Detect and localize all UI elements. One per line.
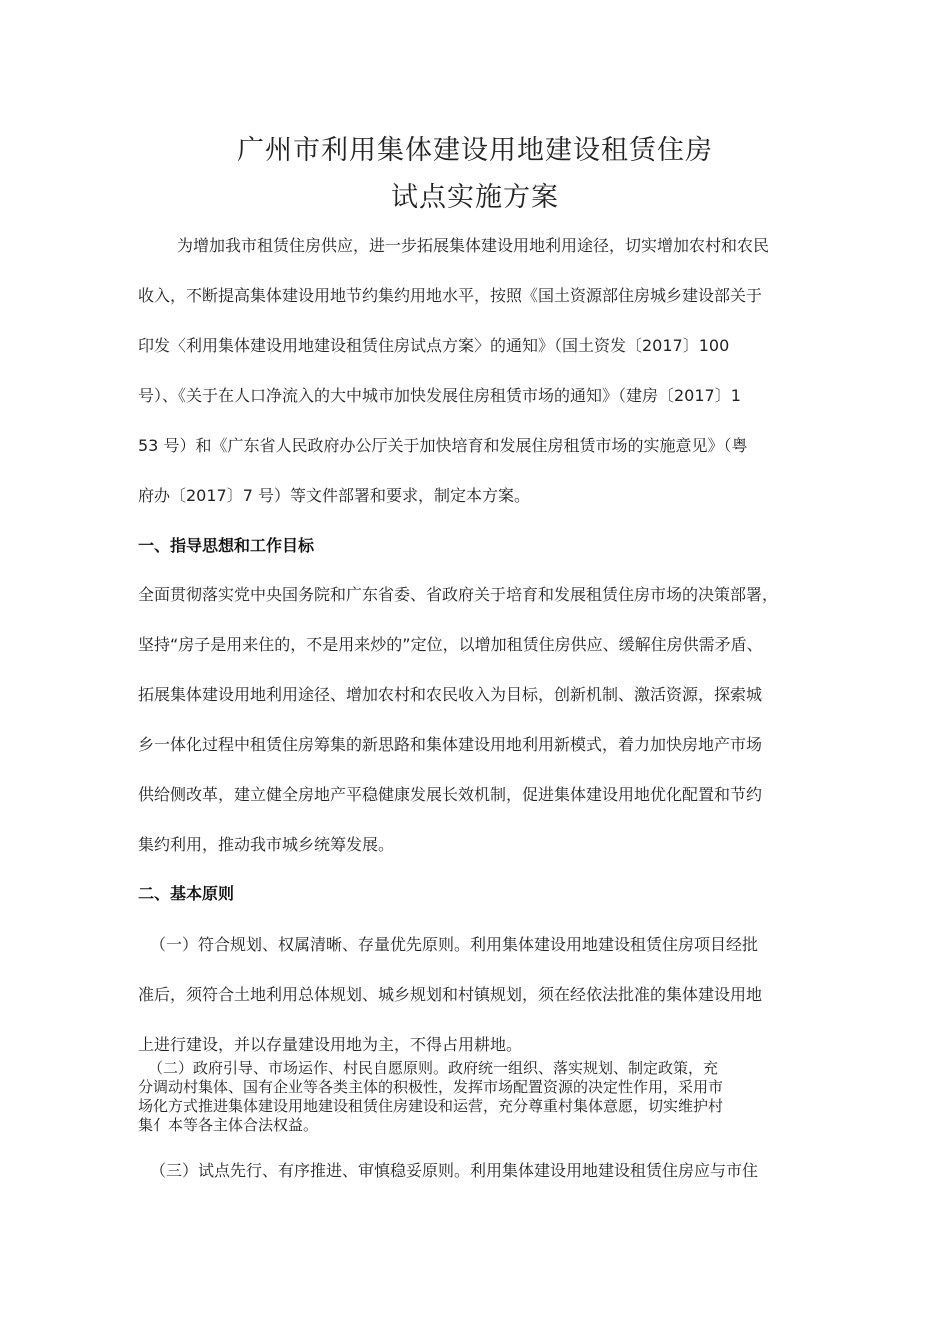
section-heading: 一、指导思想和工作目标 bbox=[138, 536, 315, 555]
paragraph-line: 坚持“房子是用来住的，不是用来炒的”定位，以增加租赁住房供应、缓解住房供需矛盾、 bbox=[138, 635, 763, 654]
intro-line: 53 号）和《广东省人民政府办公厅关于加快培育和发展住房租赁市场的实施意见》（粤 bbox=[138, 436, 748, 455]
document-title-line-1: 广州市利用集体建设用地建设租赁住房 bbox=[237, 135, 713, 166]
intro-line: 收入，不断提高集体建设用地节约集约用地水平，按照《国土资源部住房城乡建设部关于 bbox=[138, 286, 763, 305]
paragraph-line: 分调动村集体、国有企业等各类主体的积极性，发挥市场配置资源的决定性作用，采用市 bbox=[138, 1078, 724, 1096]
paragraph-line: 供给侧改革，建立健全房地产平稳健康发展长效机制，促进集体建设用地优化配置和节约 bbox=[138, 785, 763, 804]
intro-line: 府办〔2017〕7 号）等文件部署和要求，制定本方案。 bbox=[138, 486, 530, 505]
intro-line: 号）、《关于在人口净流入的大中城市加快发展住房租赁市场的通知》（建房〔2017〕1 bbox=[138, 386, 741, 405]
paragraph-line: 上进行建设，并以存量建设用地为主，不得占用耕地。 bbox=[138, 1035, 523, 1054]
paragraph-line: 准后，须符合土地利用总体规划、城乡规划和村镇规划，须在经依法批准的集体建设用地 bbox=[138, 985, 763, 1004]
paragraph-line: 全面贯彻落实党中央国务院和广东省委、省政府关于培育和发展租赁住房市场的决策部署， bbox=[138, 585, 779, 604]
paragraph-line: 集亻本等各主体合法权益。 bbox=[138, 1116, 319, 1134]
paragraph-line: （三）试点先行、有序推进、审慎稳妥原则。利用集体建设用地建设租赁住房应与市住 bbox=[150, 1161, 759, 1180]
paragraph-line: 集约利用，推动我市城乡统筹发展。 bbox=[138, 835, 395, 854]
paragraph-line: （一）符合规划、权属清晰、存量优先原则。利用集体建设用地建设租赁住房项目经批 bbox=[150, 935, 759, 954]
paragraph-line: 场化方式推进集体建设用地建设租赁住房建设和运营，充分尊重村集体意愿，切实维护村 bbox=[138, 1097, 724, 1115]
intro-line: 为增加我市租赁住房供应，进一步拓展集体建设用地利用途径，切实增加农村和农民 bbox=[177, 236, 770, 255]
paragraph-line: （二）政府引导、市场运作、村民自愿原则。政府统一组织、落实规划、制定政策，充 bbox=[148, 1059, 719, 1077]
section-heading: 二、基本原则 bbox=[138, 884, 235, 903]
paragraph-line: 拓展集体建设用地利用途径、增加农村和农民收入为目标，创新机制、激活资源，探索城 bbox=[138, 685, 763, 704]
document-title-line-2: 试点实施方案 bbox=[391, 182, 559, 213]
intro-line: 印发〈利用集体建设用地建设租赁住房试点方案〉的通知》（国土资发〔2017〕100 bbox=[138, 336, 730, 355]
paragraph-line: 乡一体化过程中租赁住房筹集的新思路和集体建设用地利用新模式，着力加快房地产市场 bbox=[138, 735, 763, 754]
